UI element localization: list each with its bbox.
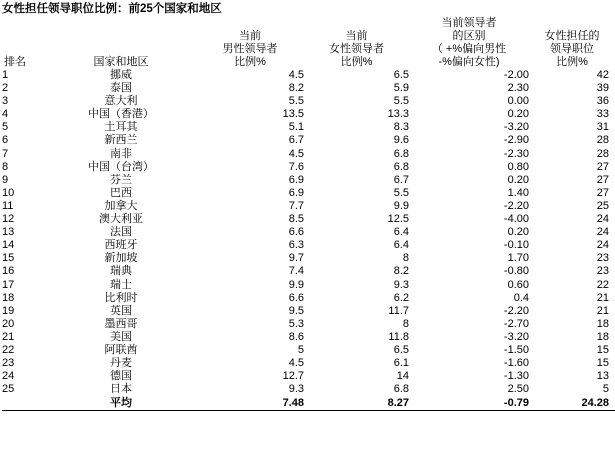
cell-gap: 0.60 bbox=[507, 278, 529, 291]
cell-female-share: 8 bbox=[402, 317, 409, 330]
cell-country: 德国 bbox=[110, 370, 132, 383]
cell-country: 法国 bbox=[110, 226, 132, 239]
cell-country: 日本 bbox=[110, 383, 132, 396]
cell-country: 美国 bbox=[110, 330, 132, 343]
header-line: 当前领导者 bbox=[441, 17, 497, 29]
cell-gap: -2.30 bbox=[503, 147, 529, 160]
table-row bbox=[2, 357, 615, 370]
cell-female-share: 8.3 bbox=[393, 121, 409, 134]
cell-rank: 6 bbox=[2, 134, 9, 147]
cell-rank: 10 bbox=[2, 186, 15, 199]
cell-female-share: 6.7 bbox=[393, 173, 409, 186]
table-row bbox=[2, 279, 615, 292]
cell-rank: 1 bbox=[2, 69, 9, 81]
cell-gap: 1.70 bbox=[507, 252, 529, 265]
cell-rank: 15 bbox=[2, 252, 15, 265]
column-header-rank: 排名 bbox=[4, 56, 26, 68]
cell-gap: -3.20 bbox=[503, 330, 529, 343]
cell-rank: 8 bbox=[2, 160, 9, 173]
cell-female-positions: 23 bbox=[596, 265, 609, 278]
cell-male-share: 8.6 bbox=[288, 330, 304, 343]
column-header-country: 国家和地区 bbox=[93, 56, 149, 68]
cell-male-share: 5.1 bbox=[288, 121, 304, 134]
table-row bbox=[2, 370, 615, 383]
cell-female-positions: 27 bbox=[596, 173, 609, 186]
cell-male-share: 8.2 bbox=[288, 82, 304, 95]
cell-rank: 5 bbox=[2, 121, 9, 134]
cell-female-share: 5.5 bbox=[393, 186, 409, 199]
cell-female-positions: 39 bbox=[596, 82, 609, 95]
cell-male-share: 6.6 bbox=[288, 291, 304, 304]
cell-female-positions: 27 bbox=[596, 186, 609, 199]
table-row bbox=[2, 108, 615, 121]
header-line: 比例% bbox=[556, 56, 588, 68]
cell-female-positions: 15 bbox=[596, 357, 609, 370]
cell-rank: 9 bbox=[2, 173, 9, 186]
cell-female-positions: 18 bbox=[596, 317, 609, 330]
table-row bbox=[2, 187, 615, 200]
cell-male-share: 4.5 bbox=[288, 147, 304, 160]
header-line: 领导职位 bbox=[550, 43, 594, 55]
cell-female-share: 12.5 bbox=[387, 213, 409, 226]
cell-gap: -2.70 bbox=[503, 317, 529, 330]
cell-country: 比利时 bbox=[104, 291, 138, 304]
cell-female-positions: 24 bbox=[596, 226, 609, 239]
cell-female-share: 6.1 bbox=[393, 357, 409, 370]
table-header bbox=[2, 17, 615, 69]
cell-rank: 23 bbox=[2, 357, 15, 370]
table-row bbox=[2, 344, 615, 357]
cell-male-share: 5.3 bbox=[288, 317, 304, 330]
cell-rank bbox=[2, 396, 46, 411]
header-line: 比例% bbox=[234, 56, 266, 68]
cell-country: 澳大利亚 bbox=[99, 213, 143, 226]
cell-female-positions: 15 bbox=[596, 343, 609, 356]
cell-gap: 0.20 bbox=[507, 226, 529, 239]
cell-male-share: 6.7 bbox=[288, 134, 304, 147]
table-row bbox=[2, 226, 615, 239]
header-row bbox=[2, 17, 615, 69]
table-row bbox=[2, 82, 615, 95]
cell-gap: -0.80 bbox=[503, 265, 529, 278]
cell-male-share: 5.5 bbox=[288, 95, 304, 108]
cell-country: 芬兰 bbox=[110, 173, 132, 186]
cell-gap: -1.30 bbox=[503, 370, 529, 383]
header-line: 当前 bbox=[239, 30, 261, 42]
cell-rank: 25 bbox=[2, 383, 15, 396]
table-row bbox=[2, 252, 615, 265]
cell-female-share: 6.8 bbox=[393, 383, 409, 396]
cell-gap: -4.00 bbox=[503, 213, 529, 226]
table-row bbox=[2, 69, 615, 82]
cell-gap: -2.20 bbox=[503, 304, 529, 317]
cell-female-positions: 28 bbox=[596, 134, 609, 147]
cell-female-share: 8 bbox=[402, 252, 409, 265]
table-row bbox=[2, 318, 615, 331]
table-row bbox=[2, 95, 615, 108]
cell-gap: -3.20 bbox=[503, 121, 529, 134]
cell-rank: 21 bbox=[2, 330, 15, 343]
cell-female-share: 5.9 bbox=[393, 82, 409, 95]
cell-female-positions: 24 bbox=[596, 213, 609, 226]
cell-male-share: 7.6 bbox=[288, 160, 304, 173]
cell-country: 意大利 bbox=[104, 95, 138, 108]
cell-male-share: 9.3 bbox=[288, 383, 304, 396]
cell-country: 中国（台湾） bbox=[88, 160, 154, 173]
cell-female-positions: 36 bbox=[596, 95, 609, 108]
table-row bbox=[2, 148, 615, 161]
cell-female-share: 8.27 bbox=[304, 396, 409, 411]
cell-female-positions: 27 bbox=[596, 160, 609, 173]
cell-female-share: 6.5 bbox=[393, 343, 409, 356]
header-line: 女性担任的 bbox=[544, 30, 600, 42]
cell-gap: -0.10 bbox=[503, 239, 529, 252]
table-row bbox=[2, 174, 615, 187]
cell-male-share: 4.5 bbox=[288, 69, 304, 81]
cell-gap: 0.4 bbox=[513, 291, 529, 304]
cell-female-positions: 18 bbox=[596, 330, 609, 343]
cell-male-share: 9.5 bbox=[288, 304, 304, 317]
cell-male-share: 6.9 bbox=[288, 186, 304, 199]
cell-rank: 18 bbox=[2, 291, 15, 304]
cell-country: 中国（香港） bbox=[88, 108, 154, 121]
cell-country: 英国 bbox=[110, 304, 132, 317]
cell-female-share: 8.2 bbox=[393, 265, 409, 278]
cell-female-positions: 24.28 bbox=[529, 396, 615, 411]
cell-rank: 11 bbox=[2, 199, 14, 212]
table-row bbox=[2, 331, 615, 344]
cell-female-share: 9.3 bbox=[393, 278, 409, 291]
cell-gap: 0.80 bbox=[507, 160, 529, 173]
cell-female-share: 6.4 bbox=[393, 239, 409, 252]
cell-female-positions: 21 bbox=[596, 291, 609, 304]
cell-gap: 0.20 bbox=[507, 173, 529, 186]
cell-female-positions: 21 bbox=[596, 304, 609, 317]
cell-female-positions: 22 bbox=[596, 278, 609, 291]
cell-female-share: 6.8 bbox=[393, 160, 409, 173]
table-row bbox=[2, 265, 615, 278]
cell-male-share: 6.6 bbox=[288, 226, 304, 239]
header-line: 男性领导者 bbox=[222, 43, 278, 55]
cell-female-positions: 13 bbox=[596, 370, 609, 383]
cell-female-share: 9.9 bbox=[393, 199, 409, 212]
page-title: 女性担任领导职位比例：前25个国家和地区 bbox=[2, 3, 222, 15]
cell-rank: 16 bbox=[2, 265, 15, 278]
table-row bbox=[2, 305, 615, 318]
cell-female-positions: 25 bbox=[596, 199, 609, 212]
cell-female-positions: 33 bbox=[596, 108, 609, 121]
cell-female-positions: 42 bbox=[596, 69, 609, 81]
cell-gap: -0.79 bbox=[409, 396, 529, 411]
table-row bbox=[2, 383, 615, 396]
header-line: （ +%偏向男性 bbox=[431, 43, 507, 55]
cell-gap: 1.40 bbox=[507, 186, 529, 199]
cell-rank: 22 bbox=[2, 343, 15, 356]
column-header-female-positions bbox=[529, 17, 615, 69]
cell-rank: 17 bbox=[2, 278, 15, 291]
cell-gap: -2.20 bbox=[503, 199, 529, 212]
cell-rank: 3 bbox=[2, 95, 9, 108]
header-line: 的区别 bbox=[452, 30, 486, 42]
cell-rank: 2 bbox=[2, 82, 9, 95]
cell-country: 瑞士 bbox=[110, 278, 132, 291]
header-line: 当前 bbox=[345, 30, 368, 42]
cell-gap: -2.00 bbox=[503, 69, 529, 81]
cell-male-share: 7.4 bbox=[288, 265, 304, 278]
cell-country: 土耳其 bbox=[104, 121, 138, 134]
cell-female-share: 13.3 bbox=[387, 108, 409, 121]
cell-country: 丹麦 bbox=[110, 357, 132, 370]
cell-male-share: 6.3 bbox=[288, 239, 304, 252]
column-header-gap bbox=[409, 17, 529, 69]
cell-rank: 24 bbox=[2, 370, 15, 383]
table-row bbox=[2, 161, 615, 174]
table-row bbox=[2, 213, 615, 226]
cell-gap: -2.90 bbox=[503, 134, 529, 147]
cell-male-share: 9.7 bbox=[288, 252, 304, 265]
cell-gap: 0.20 bbox=[507, 108, 529, 121]
cell-male-share: 7.48 bbox=[196, 396, 304, 411]
cell-male-share: 8.5 bbox=[288, 213, 304, 226]
cell-female-share: 5.5 bbox=[393, 95, 409, 108]
cell-male-share: 13.5 bbox=[282, 108, 304, 121]
cell-female-positions: 23 bbox=[596, 252, 609, 265]
cell-female-positions: 5 bbox=[602, 383, 609, 396]
cell-male-share: 4.5 bbox=[288, 357, 304, 370]
cell-country: 挪威 bbox=[110, 69, 132, 81]
cell-female-share: 6.2 bbox=[393, 291, 409, 304]
cell-female-positions: 28 bbox=[596, 147, 609, 160]
cell-female-share: 11.7 bbox=[388, 304, 409, 317]
cell-country: 瑞典 bbox=[110, 265, 132, 278]
cell-country: 平均 bbox=[46, 396, 196, 411]
cell-rank: 12 bbox=[2, 213, 15, 226]
header-line: 比例% bbox=[340, 56, 373, 68]
cell-country: 墨西哥 bbox=[104, 317, 138, 330]
cell-female-share: 14 bbox=[396, 370, 409, 383]
cell-male-share: 7.7 bbox=[288, 199, 304, 212]
cell-country: 南非 bbox=[110, 147, 132, 160]
cell-gap: 0.00 bbox=[507, 95, 529, 108]
cell-gap: 2.50 bbox=[507, 383, 529, 396]
table-row bbox=[2, 200, 615, 213]
table-row bbox=[2, 134, 615, 147]
cell-male-share: 9.9 bbox=[288, 278, 304, 291]
cell-country: 巴西 bbox=[110, 186, 132, 199]
cell-female-positions: 24 bbox=[596, 239, 609, 252]
column-header-male-share bbox=[196, 17, 304, 69]
cell-female-share: 9.6 bbox=[393, 134, 409, 147]
cell-gap: -1.50 bbox=[503, 343, 529, 356]
cell-rank: 14 bbox=[2, 239, 15, 252]
header-line: -%偏向女性) bbox=[438, 56, 500, 68]
cell-female-share: 6.5 bbox=[393, 69, 409, 81]
cell-gap: -1.60 bbox=[503, 357, 529, 370]
table-row bbox=[2, 239, 615, 252]
cell-gap: 2.30 bbox=[507, 82, 529, 95]
table-row bbox=[2, 121, 615, 134]
cell-rank: 20 bbox=[2, 317, 15, 330]
table-body bbox=[2, 69, 615, 411]
cell-rank: 4 bbox=[2, 108, 9, 121]
data-table bbox=[2, 17, 615, 411]
cell-rank: 19 bbox=[2, 304, 15, 317]
cell-female-share: 6.8 bbox=[393, 147, 409, 160]
cell-rank: 7 bbox=[2, 147, 9, 160]
cell-country: 加拿大 bbox=[104, 199, 138, 212]
cell-female-share: 11.8 bbox=[388, 330, 409, 343]
cell-country: 新加坡 bbox=[104, 252, 138, 265]
column-header-female-share bbox=[304, 17, 409, 69]
cell-country: 西班牙 bbox=[104, 239, 138, 252]
cell-country: 阿联酋 bbox=[104, 343, 138, 356]
cell-male-share: 6.9 bbox=[288, 173, 304, 186]
cell-country: 泰国 bbox=[110, 82, 132, 95]
cell-female-positions: 31 bbox=[596, 121, 609, 134]
table-row-average bbox=[2, 396, 615, 411]
table-row bbox=[2, 292, 615, 305]
cell-male-share: 12.7 bbox=[282, 370, 304, 383]
cell-country: 新西兰 bbox=[104, 134, 138, 147]
cell-female-share: 6.4 bbox=[393, 226, 409, 239]
cell-male-share: 5 bbox=[297, 343, 304, 356]
cell-rank: 13 bbox=[2, 226, 15, 239]
header-line: 女性领导者 bbox=[329, 43, 384, 55]
